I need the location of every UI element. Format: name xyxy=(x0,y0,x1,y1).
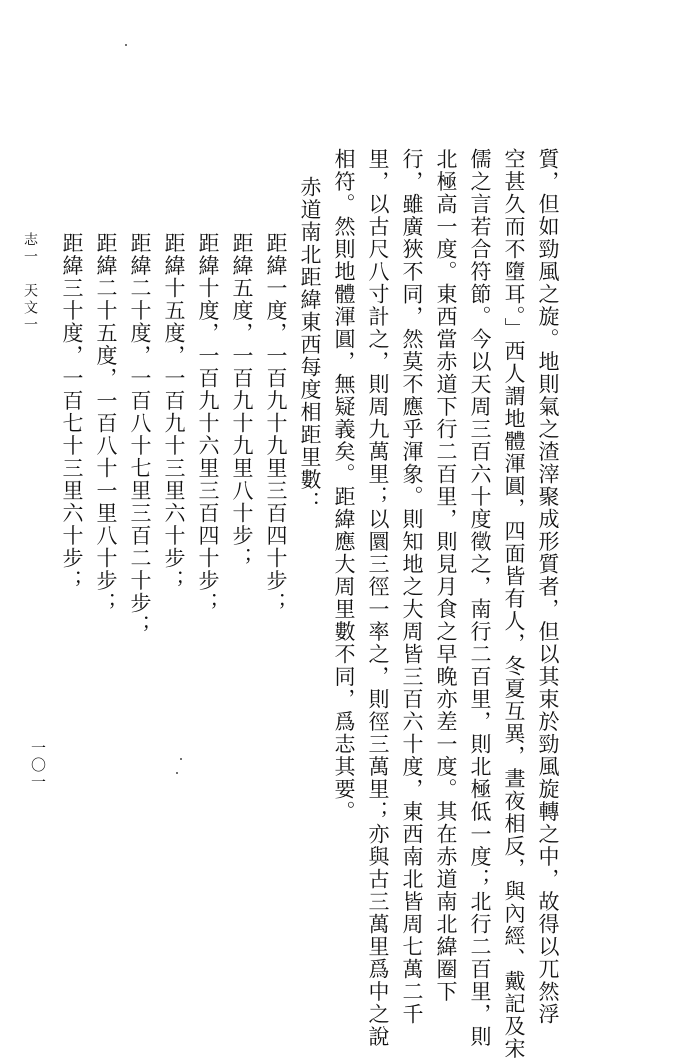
scan-speck xyxy=(176,772,178,774)
text-column: 相符。然則地體渾圓，無疑義矣。距緯應大周里數不同，爲志其要。 xyxy=(332,148,356,823)
table-row: 距緯一度，一百九十九里三百四十步； xyxy=(264,232,288,615)
table-row: 距緯二十五度，一百八十一里八十步； xyxy=(94,232,118,615)
text-column: 質，但如勁風之旋。地則氣之渣滓聚成形質者，但以其束於勁風旋轉之中，故得以兀然浮 xyxy=(536,148,560,1026)
table-row: 距緯三十度，一百七十三里六十步； xyxy=(60,232,84,592)
table-row: 距緯十度，一百九十六里三百四十步； xyxy=(196,232,220,615)
text-column: 行，雖廣狹不同，然莫不應乎渾象。則知地之大周皆三百六十度，東西南北皆周七萬二千 xyxy=(400,148,424,1026)
running-head: 志一 天文一 xyxy=(22,232,38,334)
scan-speck xyxy=(125,44,127,46)
table-row: 距緯五度，一百九十九里八十步； xyxy=(230,232,254,570)
scan-speck xyxy=(180,758,182,760)
table-heading: 赤道南北距緯東西每度相距里數： xyxy=(298,176,322,514)
text-column: 儒之言若合符節。今以天周三百六十度徵之，南行二百里，則北極低一度；北行二百里，則 xyxy=(468,148,492,1048)
text-column: 里，以古尺八寸計之，則周九萬里；以圜三徑一率之，則徑三萬里；亦與古三萬里爲中之說 xyxy=(366,148,390,1048)
table-row: 距緯十五度，一百九十三里六十步； xyxy=(162,232,186,592)
table-row: 距緯二十度，一百八十七里三百二十步； xyxy=(128,232,152,637)
text-column: 北極高一度。東西當赤道下行二百里，則見月食之早晚亦差一度。其在赤道南北緯圈下 xyxy=(434,148,458,1003)
page-number: 一〇一 xyxy=(29,740,47,791)
text-column: 空甚久而不墮耳。」西人謂地體渾圓，四面皆有人，冬夏互異，晝夜相反，與內經、戴記及宋 xyxy=(502,148,526,1060)
